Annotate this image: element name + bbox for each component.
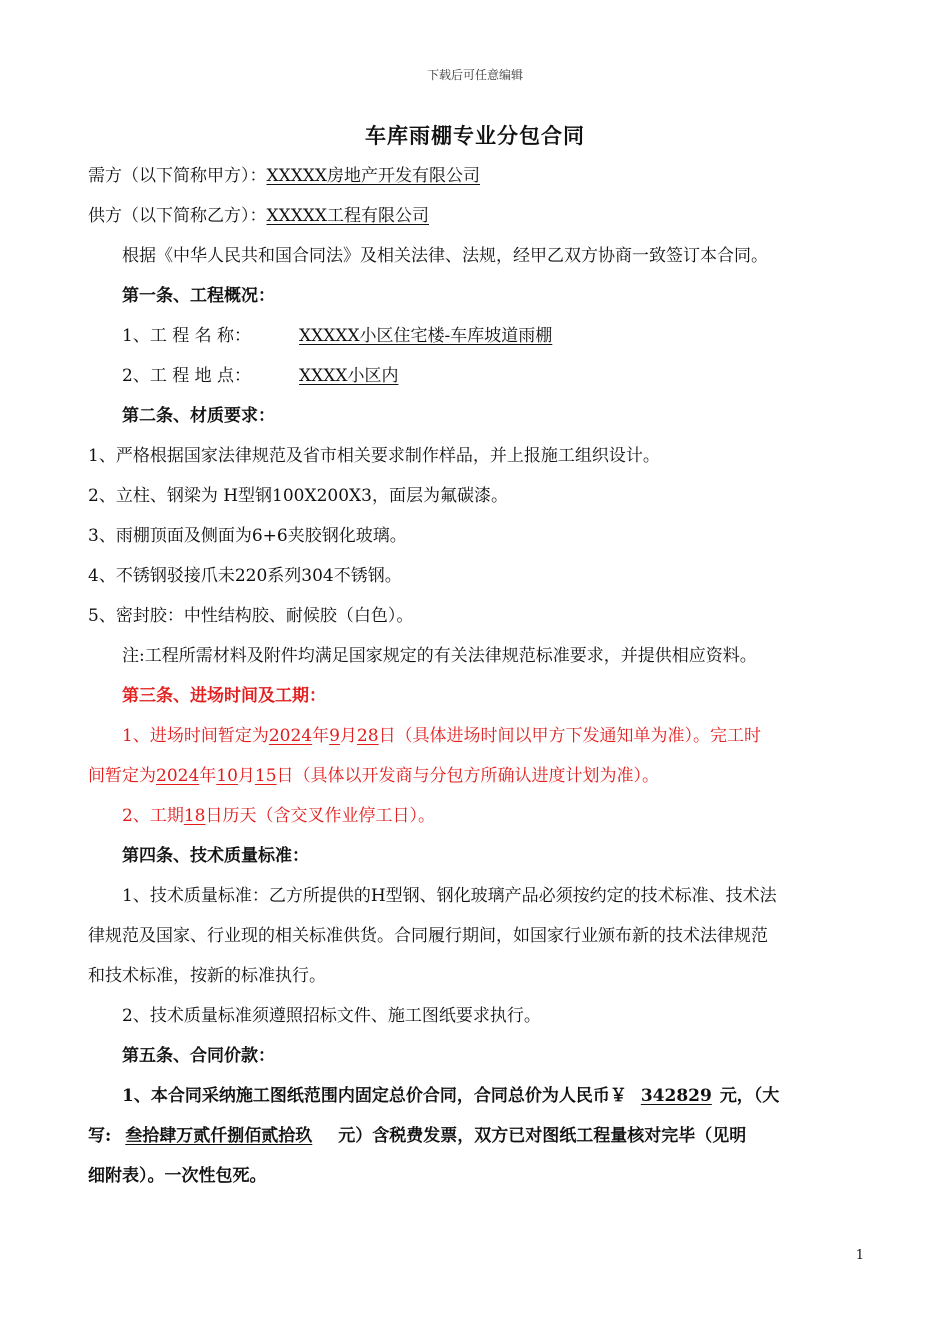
quality-item-2: 2、技术质量标准须遵照招标文件、施工图纸要求执行。 <box>122 1006 541 1026</box>
article-5-heading: 第五条、合同价款： <box>122 1046 275 1066</box>
entry-year: 2024 <box>268 726 313 746</box>
project-name-value: XXXXX小区住宅楼-车库坡道雨棚 <box>299 326 553 346</box>
document-title: 车库雨棚专业分包合同 <box>365 123 585 148</box>
material-item: 3、雨棚顶面及侧面为6+6夹胶钢化玻璃。 <box>88 526 407 546</box>
contract-amount: 342829 <box>640 1086 712 1106</box>
project-location-value: XXXX小区内 <box>299 366 399 386</box>
duration-days: 18 <box>183 806 206 826</box>
end-year: 2024 <box>156 766 200 786</box>
party-a-label: 需方（以下简称甲方）： <box>88 166 267 186</box>
project-location-label: 2、工 程 地 点： <box>122 366 252 386</box>
price-line-2: 写: 叁拾肆万贰仟捌佰贰拾玖 元）含税费发票，双方已对图纸工程量核对完毕（见明 <box>88 1126 747 1146</box>
article-1-heading: 第一条、工程概况： <box>122 286 275 306</box>
quality-paragraph-line: 和技术标准，按新的标准执行。 <box>88 966 326 986</box>
quality-paragraph-line: 1、技术质量标准：乙方所提供的H型钢、钢化玻璃产品必须按约定的技术标准、技术法 <box>122 886 777 906</box>
schedule-line-1: 1、进场时间暂定为2024年9月28日（具体进场时间以甲方下发通知单为准）。完工时 <box>122 726 762 746</box>
party-a-value: XXXXX房地产开发有限公司 <box>266 166 481 186</box>
material-item: 2、立柱、钢梁为 H型钢100X200X3，面层为氟碳漆。 <box>88 486 508 506</box>
project-name-label: 1、工 程 名 称： <box>122 326 252 346</box>
material-item: 4、不锈钢驳接爪未220系列304不锈钢。 <box>88 566 402 586</box>
article-4-heading: 第四条、技术质量标准： <box>122 846 309 866</box>
material-item: 5、密封胶：中性结构胶、耐候胶（白色）。 <box>88 606 414 626</box>
header-note: 下载后可任意编辑 <box>426 68 523 82</box>
end-month: 10 <box>216 766 238 786</box>
duration-line: 2、工期18日历天（含交叉作业停工日）。 <box>122 806 435 826</box>
quality-paragraph-line: 律规范及国家、行业现的相关标准供货。合同履行期间，如国家行业颁布新的技术法律规范 <box>88 926 768 946</box>
article-2-heading: 第二条、材质要求： <box>122 406 275 426</box>
price-line-3: 细附表）。一次性包死。 <box>88 1166 267 1186</box>
entry-month: 9 <box>329 726 340 746</box>
price-line-1: 1、本合同采纳施工图纸范围内固定总价合同，合同总价为人民币￥ 342829 元，（大 <box>122 1086 780 1106</box>
project-location-line <box>122 364 862 388</box>
end-day: 15 <box>254 766 277 786</box>
entry-day: 28 <box>356 726 379 746</box>
party-b-label: 供方（以下简称乙方）： <box>88 206 267 226</box>
article-3-heading: 第三条、进场时间及工期： <box>122 686 326 706</box>
intro-paragraph: 根据《中华人民共和国合同法》及相关法律、法规，经甲乙双方协商一致签订本合同。 <box>122 246 768 266</box>
party-b-line <box>88 204 862 228</box>
party-a-line <box>88 164 862 188</box>
material-note: 注:工程所需材料及附件均满足国家规定的有关法律规范标准要求，并提供相应资料。 <box>122 646 757 666</box>
project-name-line <box>122 324 862 348</box>
amount-in-words: 叁拾肆万贰仟捌佰贰拾玖 <box>125 1126 313 1146</box>
schedule-line-2: 间暂定为2024年10月15日（具体以开发商与分包方所确认进度计划为准）。 <box>88 766 660 786</box>
page-number: 1 <box>855 1248 864 1263</box>
material-item: 1、严格根据国家法律规范及省市相关要求制作样品，并上报施工组织设计。 <box>88 446 660 466</box>
party-b-value: XXXXX工程有限公司 <box>266 206 430 226</box>
